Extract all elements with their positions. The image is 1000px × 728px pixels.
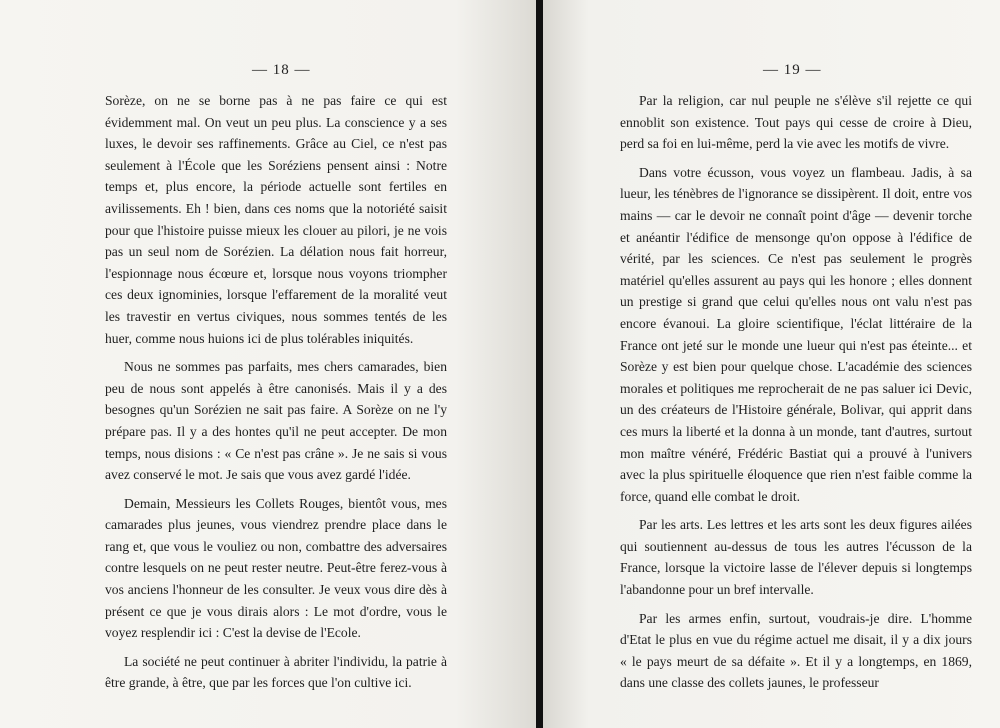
paragraph: Dans votre écusson, vous voyez un flambeau. Jadis, à sa lueur, les ténèbres de l'ignorance se dissipèrent. Il doit, entre vos mains — car le devoir ne connaît point d'âge — devenir torche et anéantir l'édifice de mensonge qu'on oppose à l'édifice de vérité, par les sciences. Ce n'est pas seulement le progrès matériel qu'elles assurent au pays qui les honore ; elles donnent un prestige si grand que celui qu'elles nous ont valu n'est pas encore évanoui. La gloire scientifique, l'éclat littéraire de la France ont jeté sur le monde une lueur qui n'est pas éteinte... et Sorèze y est bien pour quelque chose. L'académie des sciences morales et politiques me reprocherait de ne pas saluer ici Devic, un des créateurs de l'Histoire générale, Bolivar, qui apprit dans ces murs la liberté et la donna à un monde, tant d'autres, surtout mon maître vénéré, Frédéric Bastiat qui a prouvé à l'univers avec la plus spirituelle éloquence que rien n'est faible comme la force, quand elle combat le droit. [620,164,972,504]
paragraph: Sorèze, on ne se borne pas à ne pas faire ce qui est évidemment mal. On veut un peu plus. La conscience y a ses luxes, le devoir ses raffinements. Grâce au Ciel, ce n'est pas seulement à l'École que les Soréziens pensent ainsi : Notre temps et, plus encore, la période actuelle sont fertiles en avilissements. Eh ! bien, dans ces noms que la notoriété saisit pour que l'histoire puisse mieux les clouer au pilori, je ne vois pas un seul nom de Sorézien. La délation nous fait horreur, l'espionnage nous écœure et, lorsque nous voyons triompher ces deux ignominies, lorsque l'effarement de la moralité veut les travestir en vertus civiques, nous sommes tentés de les huer, comme nous huions ici de plus tolérables iniquités. [105,93,447,346]
paragraph: Par la religion, car nul peuple ne s'élève s'il rejette ce qui ennoblit son existence. Tout pays qui cesse de croire à Dieu, perd sa foi en lui-même, perd la vie avec les motifs de vivre. [620,93,972,152]
page-body [105,90,447,701]
page-number: — 19 — [763,62,822,78]
paragraph: Par les arts. Les lettres et les arts sont les deux figures ailées qui soutiennent au-dessus de tous les autres l'écusson de la France, lorsque la victoire lasse de l'élever depuis si longtemps l'abandonne pour un bref intervalle. [620,517,972,598]
paragraph: Nous ne sommes pas parfaits, mes chers camarades, bien peu de nous sont appelés à être canonisés. Mais il y a des besognes qu'un Sorézien ne sait pas faire. A Sorèze on ne l'y prépare pas. Il y a des hontes qu'il ne peut accepter. De mon temps, nous disions : « Ce n'est pas crâne ». Je ne sais si vous avez conservé le mot. Je sais que vous avez gardé l'idée. [105,359,447,483]
paragraph: La société ne peut continuer à abriter l'individu, la patrie à être grande, à être, que par les forces que l'on cultive ici. [105,653,447,691]
right-page [543,0,1000,728]
book-gutter [536,0,543,728]
paragraph: Demain, Messieurs les Collets Rouges, bientôt vous, mes camarades plus jeunes, vous viendrez prendre place dans le rang et, que vous le vouliez ou non, combattre des adversaires contre lesquels on ne peut rester neutre. Peut-être ferez-vous à vos anciens l'honneur de les consulter. Je veux vous dire dès à présent ce que je vous dirais alors : Le mot d'ordre, vous le voyez resplendir ici : C'est la devise de l'Ecole. [105,495,447,641]
page-body [620,90,972,701]
paragraph: Par les armes enfin, surtout, voudrais-je dire. L'homme d'Etat le plus en vue du régime actuel me disait, il y a dix jours « le pays meurt de sa défaite ». Et il y a longtemps, en 1869, dans une classe des collets jaunes, le professeur [620,610,972,691]
page-number: — 18 — [252,62,311,78]
